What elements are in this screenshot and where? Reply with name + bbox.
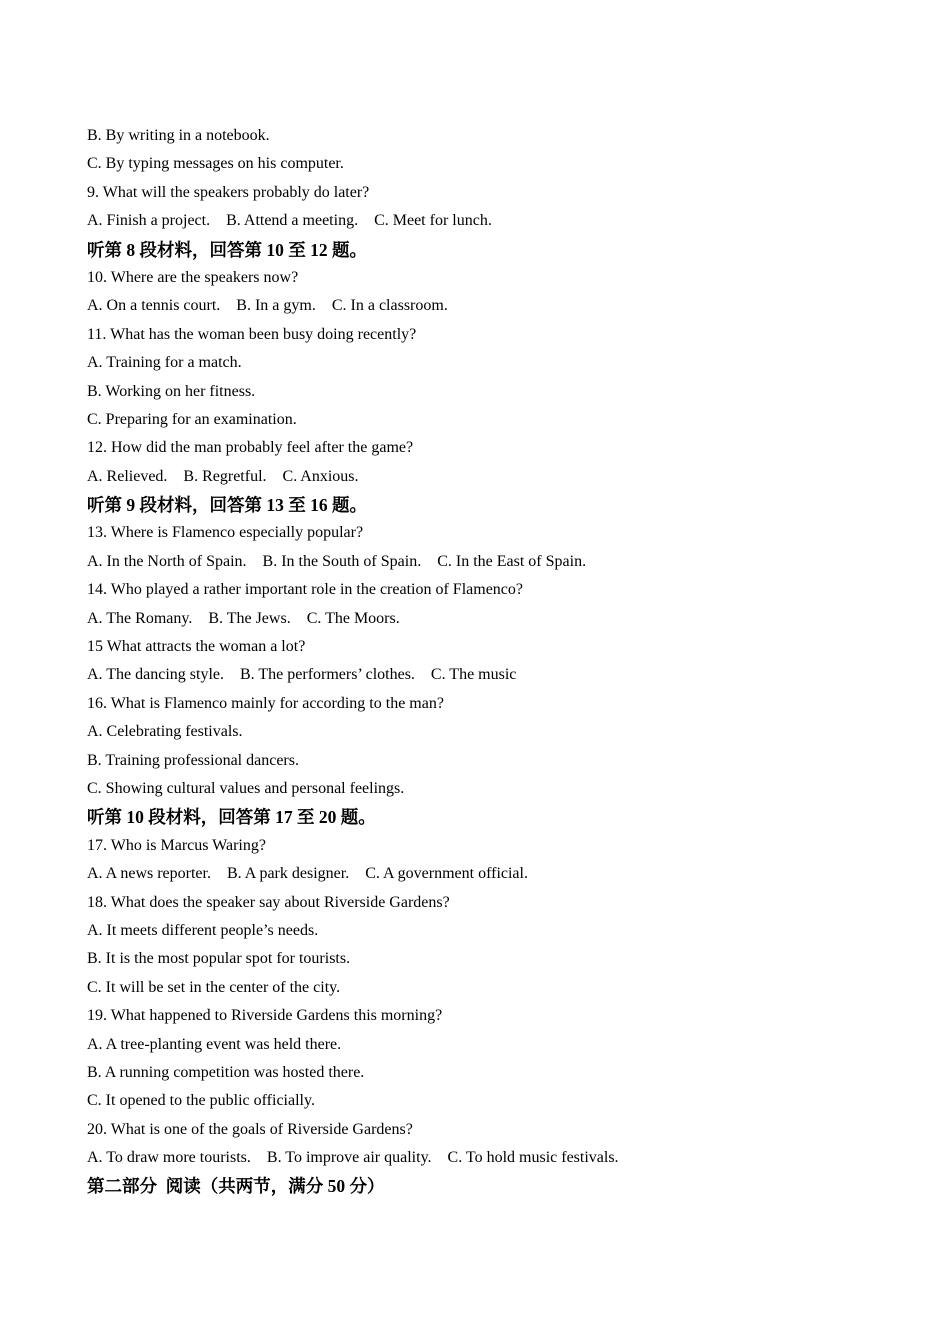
option-line: C. Preparing for an examination.: [87, 410, 297, 428]
option-line: A. In the North of Spain. B. In the South of Spain. C. In the East of Spain.: [87, 552, 587, 570]
option-line: A. Finish a project. B. Attend a meeting. C. Meet for lunch.: [87, 212, 492, 230]
question-line: 18. What does the speaker say about Riverside Gardens?: [87, 893, 450, 911]
question-line: 10. Where are the speakers now?: [87, 268, 299, 286]
option-line: B. Working on her fitness.: [87, 382, 256, 400]
question-line: 15 What attracts the woman a lot?: [87, 638, 306, 656]
option-line: A. Training for a match.: [87, 354, 242, 372]
section-heading: 听第 10 段材料，回答第 17 至 20 题。: [87, 807, 376, 828]
option-line: B. A running competition was hosted there.: [87, 1063, 365, 1081]
option-line: B. By writing in a notebook.: [87, 127, 270, 144]
option-line: A. The Romany. B. The Jews. C. The Moors.: [87, 609, 400, 627]
option-line: A. A tree-planting event was held there.: [87, 1035, 342, 1053]
question-line: 14. Who played a rather important role in the creation of Flamenco?: [87, 581, 523, 599]
question-line: 16. What is Flamenco mainly for according to the man?: [87, 694, 444, 712]
question-line: 20. What is one of the goals of Riverside Gardens?: [87, 1120, 413, 1138]
question-line: 19. What happened to Riverside Gardens this morning?: [87, 1007, 443, 1025]
option-line: A. The dancing style. B. The performers’ clothes. C. The music: [87, 666, 517, 684]
question-line: 13. Where is Flamenco especially popular?: [87, 524, 364, 542]
question-line: 17. Who is Marcus Waring?: [87, 836, 266, 854]
option-line: B. It is the most popular spot for tourists.: [87, 950, 351, 968]
section-heading: 听第 8 段材料，回答第 10 至 12 题。: [87, 239, 367, 260]
section-heading: 听第 9 段材料，回答第 13 至 16 题。: [87, 495, 367, 516]
option-line: C. It will be set in the center of the city.: [87, 978, 341, 996]
option-line: A. Relieved. B. Regretful. C. Anxious.: [87, 467, 359, 485]
option-line: B. Training professional dancers.: [87, 751, 299, 769]
option-line: A. It meets different people’s needs.: [87, 921, 319, 939]
part-heading: 第二部分 阅读（共两节，满分 50 分）: [87, 1176, 385, 1197]
option-line: C. By typing messages on his computer.: [87, 155, 344, 173]
option-line: A. On a tennis court. B. In a gym. C. In a classroom.: [87, 297, 448, 315]
question-line: 11. What has the woman been busy doing recently?: [87, 325, 417, 343]
question-line: 9. What will the speakers probably do later?: [87, 183, 370, 201]
option-line: A. A news reporter. B. A park designer. C. A government official.: [87, 865, 528, 883]
option-line: A. To draw more tourists. B. To improve air quality. C. To hold music festivals.: [87, 1149, 619, 1167]
question-line: 12. How did the man probably feel after the game?: [87, 439, 414, 457]
document-page: [87, 122, 887, 1201]
option-line: C. It opened to the public officially.: [87, 1092, 315, 1110]
option-line: C. Showing cultural values and personal feelings.: [87, 779, 405, 797]
option-line: A. Celebrating festivals.: [87, 723, 243, 741]
